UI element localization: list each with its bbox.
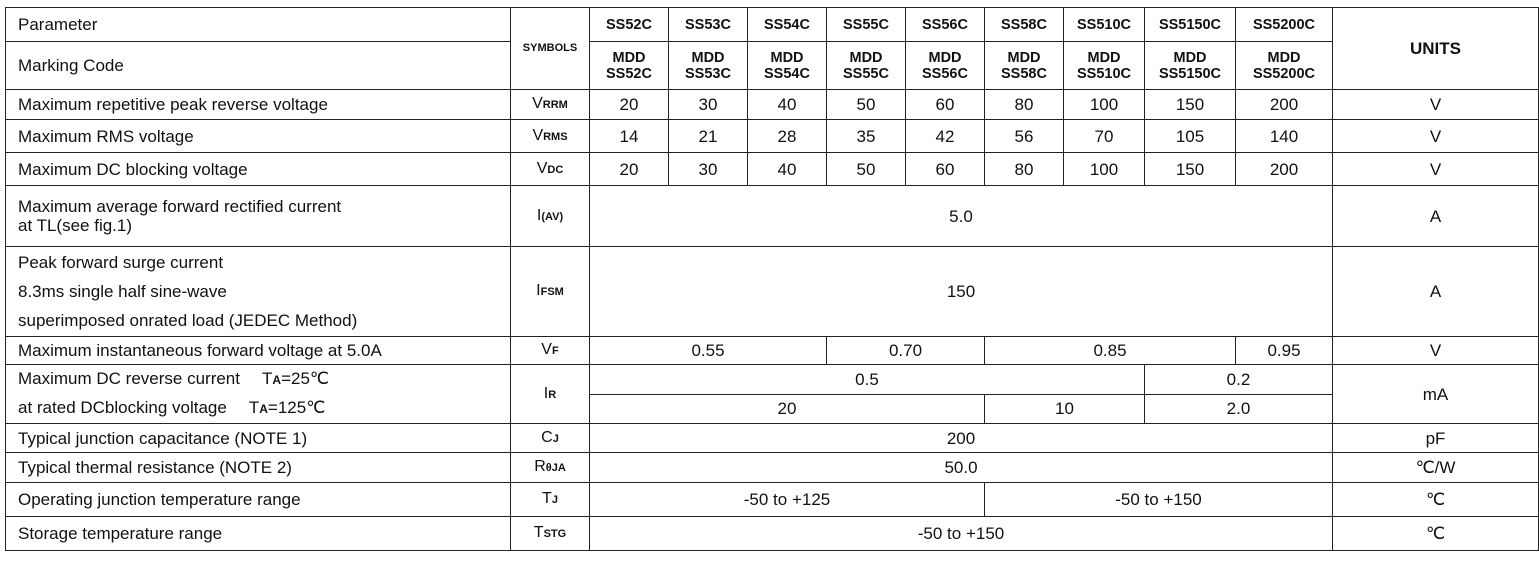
row-vrrm	[6, 90, 1539, 120]
marking-code-label: Marking Code	[6, 42, 511, 90]
model-header: SS56C	[906, 8, 985, 42]
unit-cell: ℃	[1333, 483, 1539, 517]
param-label: Maximum average forward rectified current at TL(see fig.1)	[6, 186, 511, 247]
marking-cell: MDD SS510C	[1064, 42, 1145, 90]
symbol-cell: VDC	[511, 153, 590, 186]
value-cell: 80	[985, 153, 1064, 186]
header-row-marking	[6, 42, 1539, 90]
unit-cell: V	[1333, 153, 1539, 186]
symbol-cell: CJ	[511, 424, 590, 453]
row-vrms	[6, 120, 1539, 153]
row-cj	[6, 424, 1539, 453]
symbols-header: SYMBOLS	[511, 8, 590, 90]
value-cell: 5.0	[590, 186, 1333, 247]
parameter-header: Parameter	[6, 8, 511, 42]
marking-cell: MDD SS54C	[748, 42, 827, 90]
value-cell: 28	[748, 120, 827, 153]
value-cell: 70	[1064, 120, 1145, 153]
unit-cell: A	[1333, 186, 1539, 247]
row-ir-25	[6, 365, 1539, 395]
value-cell: 150	[1145, 153, 1236, 186]
value-cell: 100	[1064, 90, 1145, 120]
param-label: Maximum instantaneous forward voltage at 5.0A	[6, 337, 511, 365]
value-cell: 20	[590, 90, 669, 120]
model-header: SS52C	[590, 8, 669, 42]
value-cell: 0.95	[1236, 337, 1333, 365]
value-cell: 50	[827, 90, 906, 120]
row-tstg	[6, 517, 1539, 551]
value-cell: 50.0	[590, 453, 1333, 483]
value-cell: 2.0	[1145, 394, 1333, 424]
value-cell: 30	[669, 153, 748, 186]
model-header: SS53C	[669, 8, 748, 42]
symbol-cell: TSTG	[511, 517, 590, 551]
unit-cell: pF	[1333, 424, 1539, 453]
symbol-cell: I(AV)	[511, 186, 590, 247]
row-tj	[6, 483, 1539, 517]
value-cell: 42	[906, 120, 985, 153]
ratings-table	[5, 7, 1539, 551]
model-header: SS510C	[1064, 8, 1145, 42]
value-cell: -50 to +150	[590, 517, 1333, 551]
value-cell: 0.5	[590, 365, 1145, 395]
marking-cell: MDD SS56C	[906, 42, 985, 90]
value-cell: 150	[590, 247, 1333, 337]
param-label: Maximum RMS voltage	[6, 120, 511, 153]
value-cell: 56	[985, 120, 1064, 153]
symbol-cell: TJ	[511, 483, 590, 517]
row-iav	[6, 186, 1539, 247]
value-cell: 30	[669, 90, 748, 120]
unit-cell: mA	[1333, 365, 1539, 424]
value-cell: 100	[1064, 153, 1145, 186]
model-header: SS5150C	[1145, 8, 1236, 42]
unit-cell: A	[1333, 247, 1539, 337]
marking-cell: MDD SS5150C	[1145, 42, 1236, 90]
param-label: Typical junction capacitance (NOTE 1)	[6, 424, 511, 453]
value-cell: -50 to +125	[590, 483, 985, 517]
value-cell: 35	[827, 120, 906, 153]
marking-cell: MDD SS52C	[590, 42, 669, 90]
header-row-models	[6, 8, 1539, 42]
value-cell: 21	[669, 120, 748, 153]
row-ifsm	[6, 247, 1539, 337]
value-cell: -50 to +150	[985, 483, 1333, 517]
value-cell: 60	[906, 90, 985, 120]
param-label: Peak forward surge current 8.3ms single half sine-wave superimposed onrated load (JEDEC Method)	[6, 247, 511, 337]
value-cell: 0.55	[590, 337, 827, 365]
row-vdc	[6, 153, 1539, 186]
value-cell: 200	[1236, 90, 1333, 120]
value-cell: 200	[1236, 153, 1333, 186]
value-cell: 40	[748, 90, 827, 120]
marking-cell: MDD SS58C	[985, 42, 1064, 90]
model-header: SS58C	[985, 8, 1064, 42]
marking-cell: MDD SS5200C	[1236, 42, 1333, 90]
value-cell: 60	[906, 153, 985, 186]
model-header: SS54C	[748, 8, 827, 42]
value-cell: 0.85	[985, 337, 1236, 365]
model-header: SS5200C	[1236, 8, 1333, 42]
marking-cell: MDD SS55C	[827, 42, 906, 90]
symbol-cell: RθJA	[511, 453, 590, 483]
units-header: UNITS	[1333, 8, 1539, 90]
param-label: Maximum DC reverse current TA=25℃ at rated DCblocking voltage TA=125℃	[6, 365, 511, 424]
value-cell: 0.70	[827, 337, 985, 365]
symbol-cell: VF	[511, 337, 590, 365]
param-label: Typical thermal resistance (NOTE 2)	[6, 453, 511, 483]
value-cell: 105	[1145, 120, 1236, 153]
value-cell: 20	[590, 394, 985, 424]
value-cell: 200	[590, 424, 1333, 453]
unit-cell: ℃	[1333, 517, 1539, 551]
param-label: Maximum repetitive peak reverse voltage	[6, 90, 511, 120]
unit-cell: ℃/W	[1333, 453, 1539, 483]
param-label: Maximum DC blocking voltage	[6, 153, 511, 186]
unit-cell: V	[1333, 90, 1539, 120]
value-cell: 50	[827, 153, 906, 186]
param-label: Storage temperature range	[6, 517, 511, 551]
value-cell: 10	[985, 394, 1145, 424]
value-cell: 150	[1145, 90, 1236, 120]
unit-cell: V	[1333, 120, 1539, 153]
param-label: Operating junction temperature range	[6, 483, 511, 517]
value-cell: 0.2	[1145, 365, 1333, 395]
marking-cell: MDD SS53C	[669, 42, 748, 90]
model-header: SS55C	[827, 8, 906, 42]
value-cell: 14	[590, 120, 669, 153]
symbol-cell: VRRM	[511, 90, 590, 120]
value-cell: 140	[1236, 120, 1333, 153]
symbol-cell: IR	[511, 365, 590, 424]
value-cell: 80	[985, 90, 1064, 120]
row-rth	[6, 453, 1539, 483]
row-vf	[6, 337, 1539, 365]
value-cell: 20	[590, 153, 669, 186]
value-cell: 40	[748, 153, 827, 186]
symbol-cell: IFSM	[511, 247, 590, 337]
symbol-cell: VRMS	[511, 120, 590, 153]
unit-cell: V	[1333, 337, 1539, 365]
